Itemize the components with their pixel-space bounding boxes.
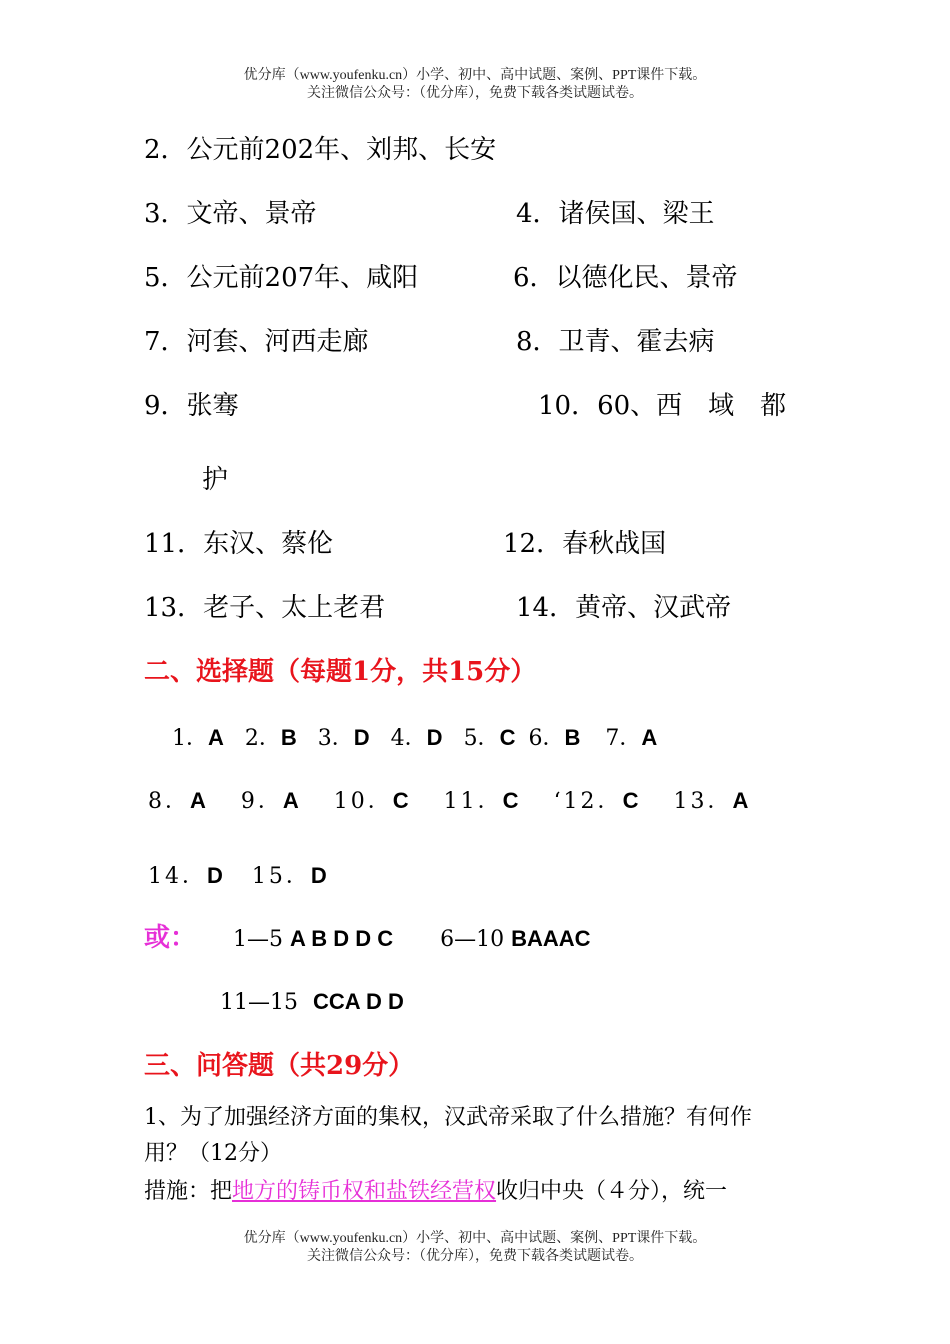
answer-1-suffix: 收归中央（４分），统一 (496, 1179, 728, 1204)
answer-1-measures (144, 1174, 727, 1210)
choice-row-3 (148, 862, 330, 891)
choice-12: ‘12．C (553, 788, 642, 814)
choice-5: 5．C (463, 725, 516, 751)
alt-answers-3: CCA D D (313, 989, 404, 1014)
header-line-1: 优分库（www.youfenku.cn）小学、初中、高中试题、案例、PPT课件下载。 (243, 68, 707, 83)
choice-8: 8．A (148, 788, 209, 814)
answer-14: 14．黄帝、汉武帝 (516, 593, 732, 623)
choice-14: 14．D (148, 863, 226, 889)
choice-9: 9．A (240, 788, 302, 814)
answer-4: 4．诸侯国、梁王 (516, 199, 715, 229)
choice-10: 10．C (333, 788, 412, 814)
answer-12: 12．春秋战国 (503, 529, 667, 559)
answer-9: 9．张骞 (144, 391, 239, 421)
answer-5: 5．公元前207年、咸阳 (144, 263, 419, 293)
choice-13: 13．A (673, 788, 752, 814)
answer-1-prefix: 措施：把 (144, 1179, 233, 1204)
alt-range-3: 11—15 (220, 990, 298, 1015)
answer-6: 6．以德化民、景帝 (513, 263, 738, 293)
choice-6: 6．B (528, 725, 581, 751)
answer-13: 13．老子、太上老君 (144, 593, 386, 623)
question-1-line-2: 用？（12分） (144, 1141, 282, 1166)
alt-answers-row-1 (144, 924, 591, 954)
question-1-line-1: 1、为了加强经济方面的集权，汉武帝采取了什么措施？有何作 (144, 1105, 752, 1130)
alt-range-2: 6—10 (440, 927, 505, 952)
choice-7: 7．A (605, 725, 658, 751)
choice-15: 15．D (251, 863, 330, 889)
section-3-heading: 三、问答题（共29分） (144, 1051, 415, 1081)
choice-4: 4．D (390, 725, 443, 751)
footer-line-2: 关注微信公众号：（优分库），免费下载各类试题试卷。 (307, 1249, 643, 1264)
alt-label: 或： (144, 923, 197, 953)
section-2-heading: 二、选择题（每题1分，共15分） (144, 657, 537, 687)
answer-10: 10．60、西 域 都 (538, 391, 787, 421)
alt-answers-row-2 (220, 988, 404, 1017)
choice-row-2 (148, 787, 751, 816)
answer-10-continued: 护 (202, 465, 229, 495)
choice-row-1 (172, 724, 657, 753)
answer-11: 11．东汉、蔡伦 (144, 529, 334, 559)
choice-1: 1．A (172, 725, 224, 751)
answer-3: 3．文帝、景帝 (144, 199, 317, 229)
answer-1-highlight: 地方的铸币权和盐铁经营权 (232, 1179, 497, 1204)
answer-2: 2．公元前202年、刘邦、长安 (144, 135, 497, 165)
choice-2: 2．B (244, 725, 297, 751)
header-line-2: 关注微信公众号：（优分库），免费下载各类试题试卷。 (307, 86, 643, 101)
alt-answers-2: BAAAC (511, 926, 591, 951)
answer-8: 8．卫青、霍去病 (516, 327, 715, 357)
alt-answers-1: A B D D C (290, 926, 394, 951)
choice-3: 3．D (317, 725, 370, 751)
footer-line-1: 优分库（www.youfenku.cn）小学、初中、高中试题、案例、PPT课件下载。 (243, 1231, 707, 1246)
alt-range-1: 1—5 (233, 927, 284, 952)
choice-11: 11．C (443, 788, 522, 814)
answer-7: 7．河套、河西走廊 (144, 327, 369, 357)
